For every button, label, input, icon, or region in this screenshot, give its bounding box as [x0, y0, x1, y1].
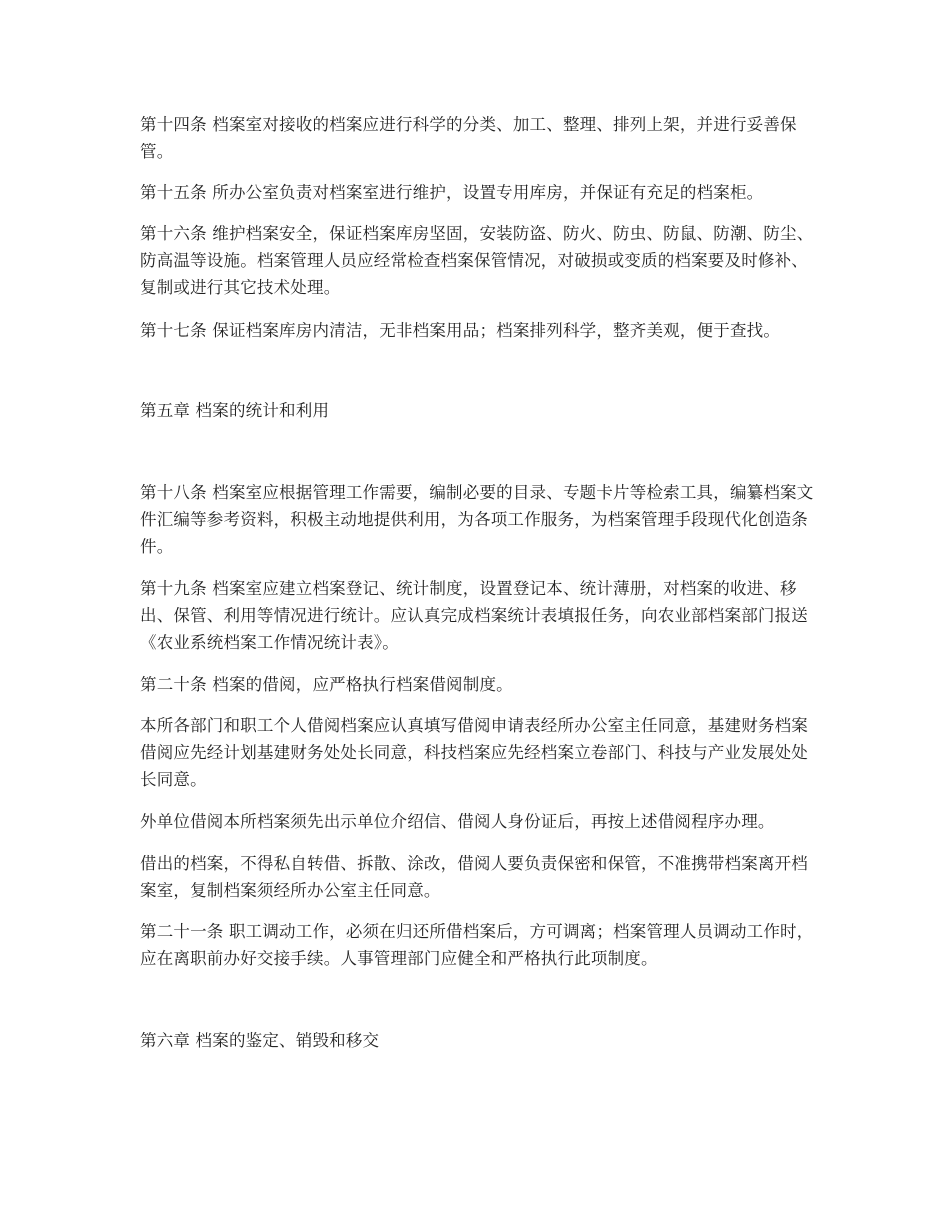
article-15: 第十五条 所办公室负责对档案室进行维护，设置专用库房，并保证有充足的档案柜。 [140, 183, 764, 202]
article-20: 第二十条 档案的借阅，应严格执行档案借阅制度。 [140, 675, 513, 694]
article-14: 第十四条 档案室对接收的档案应进行科学的分类、加工、整理、排列上架，并进行妥善保管。 [140, 115, 797, 161]
chapter-6-heading: 第六章 档案的鉴定、销毁和移交 [140, 1031, 380, 1050]
internal-borrowing-rule: 本所各部门和职工个人借阅档案应认真填写借阅申请表经所办公室主任同意，基建财务档案借阅应先经计划基建财务处处长同意，科技档案应先经档案立卷部门、科技与产业发展处处长同意。 [140, 716, 808, 789]
article-19: 第十九条 档案室应建立档案登记、统计制度，设置登记本、统计薄册，对档案的收进、移出、保管、利用等情况进行统计。应认真完成档案统计表填报任务，向农业部档案部门报送《农业系统档案工作情况统计表》。 [140, 579, 808, 652]
borrowed-archive-rule: 借出的档案，不得私自转借、拆散、涂改，借阅人要负责保密和保管，不准携带档案离开档案室，复制档案须经所办公室主任同意。 [140, 854, 808, 900]
chapter-5-heading: 第五章 档案的统计和利用 [140, 401, 330, 420]
article-17: 第十七条 保证档案库房内清洁，无非档案用品；档案排列科学，整齐美观，便于查找。 [140, 321, 781, 340]
article-16: 第十六条 维护档案安全，保证档案库房坚固，安装防盗、防火、防虫、防鼠、防潮、防尘、防高温等设施。档案管理人员应经常检查档案保管情况，对破损或变质的档案要及时修补、复制或进行其它技术处理。 [140, 224, 814, 297]
external-borrowing-rule: 外单位借阅本所档案须先出示单位介绍信、借阅人身份证后，再按上述借阅程序办理。 [140, 812, 775, 831]
article-21: 第二十一条 职工调动工作，必须在归还所借档案后，方可调离；档案管理人员调动工作时，应在离职前办好交接手续。人事管理部门应健全和严格执行此项制度。 [140, 922, 814, 968]
article-18: 第十八条 档案室应根据管理工作需要，编制必要的目录、专题卡片等检索工具，编纂档案文件汇编等参考资料，积极主动地提供利用，为各项工作服务，为档案管理手段现代化创造条件。 [140, 483, 814, 556]
